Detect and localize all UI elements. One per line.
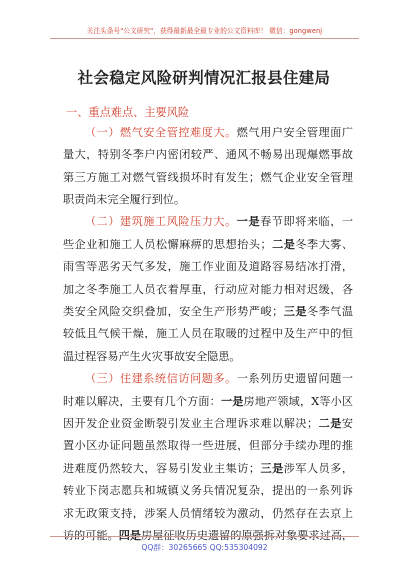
p2-subheading: （二）建筑施工风险压力大。: [85, 216, 237, 228]
p2-line-6: 较低且气候干燥，施工人员在取暖的过程中及生产中的恒: [63, 328, 353, 340]
p3-line-7: 求无政策支持，涉案人员情绪较为激动，仍然存在去京上: [63, 508, 353, 520]
p2-line-5: 类安全风险交织叠加，安全生产形势严峻；三是冬季气温: [63, 306, 353, 318]
section-heading-1: 一、重点难点、主要风险: [66, 106, 190, 119]
document-title: 社会稳定风险研判情况汇报县住建局: [77, 69, 331, 87]
p3-line-3: 因开发企业资金断裂引发业主合理诉求难以解决；二是安: [63, 418, 353, 430]
p2-line-4: 加之冬季施工人员衣着厚重，行动应对能力相对迟缓，各: [63, 284, 353, 296]
p3-line-2: 时难以解决，主要有几个方面：一是房地产领域，X等小区: [63, 396, 353, 408]
p1-line-3: 第三方施工对燃气管线损坏时有发生；燃气企业安全管理: [63, 172, 353, 184]
p3-subheading: （三）住建系统信访问题多。: [85, 373, 237, 385]
header-banner: [50, 21, 359, 39]
p3-line-1: （三）住建系统信访问题多。一系列历史遗留问题一: [85, 373, 353, 385]
p3-line-5: 进难度仍然较大，容易引发业主集访；三是涉军人员多，: [63, 463, 353, 475]
p3-line-8: 访的可能。四是房屋征收历史遗留的原强拆对象要求过高，: [63, 530, 353, 542]
p1-line-1: （一）燃气安全管控难度大。燃气用户安全管理面广: [85, 127, 353, 139]
header-banner-text: 关注头条号"公文研究"，获得最新最全最专业的公文资料库！ 微信：gongwenj: [86, 26, 323, 35]
p2-line-2: 些企业和施工人员松懈麻痹的思想抬头；二是冬季大雾、: [63, 239, 353, 251]
footer-contact: QQ群：30265665 QQ:535304092: [50, 536, 359, 553]
p2-line-1: （二）建筑施工风险压力大。一是春节即将来临，一: [85, 216, 353, 228]
p1-line-4: 职责尚未完全履行到位。: [63, 194, 186, 206]
p1-subheading: （一）燃气安全管控难度大。: [85, 127, 237, 139]
p1-line-2: 量大，特别冬季户内密闭较严、通风不畅易出现爆燃事故: [63, 149, 353, 161]
p2-line-7: 温过程容易产生火灾事故安全隐患。: [63, 351, 241, 363]
p2-line-3: 雨雪等恶劣天气多发，施工作业面及道路容易结冰打滑，: [63, 261, 353, 273]
p3-line-4: 置小区办证问题虽然取得一些进展，但部分手续办理的推: [63, 440, 353, 452]
p3-line-6: 转业下岗志愿兵和城镇义务兵情况复杂，提出的一系列诉: [63, 485, 353, 497]
